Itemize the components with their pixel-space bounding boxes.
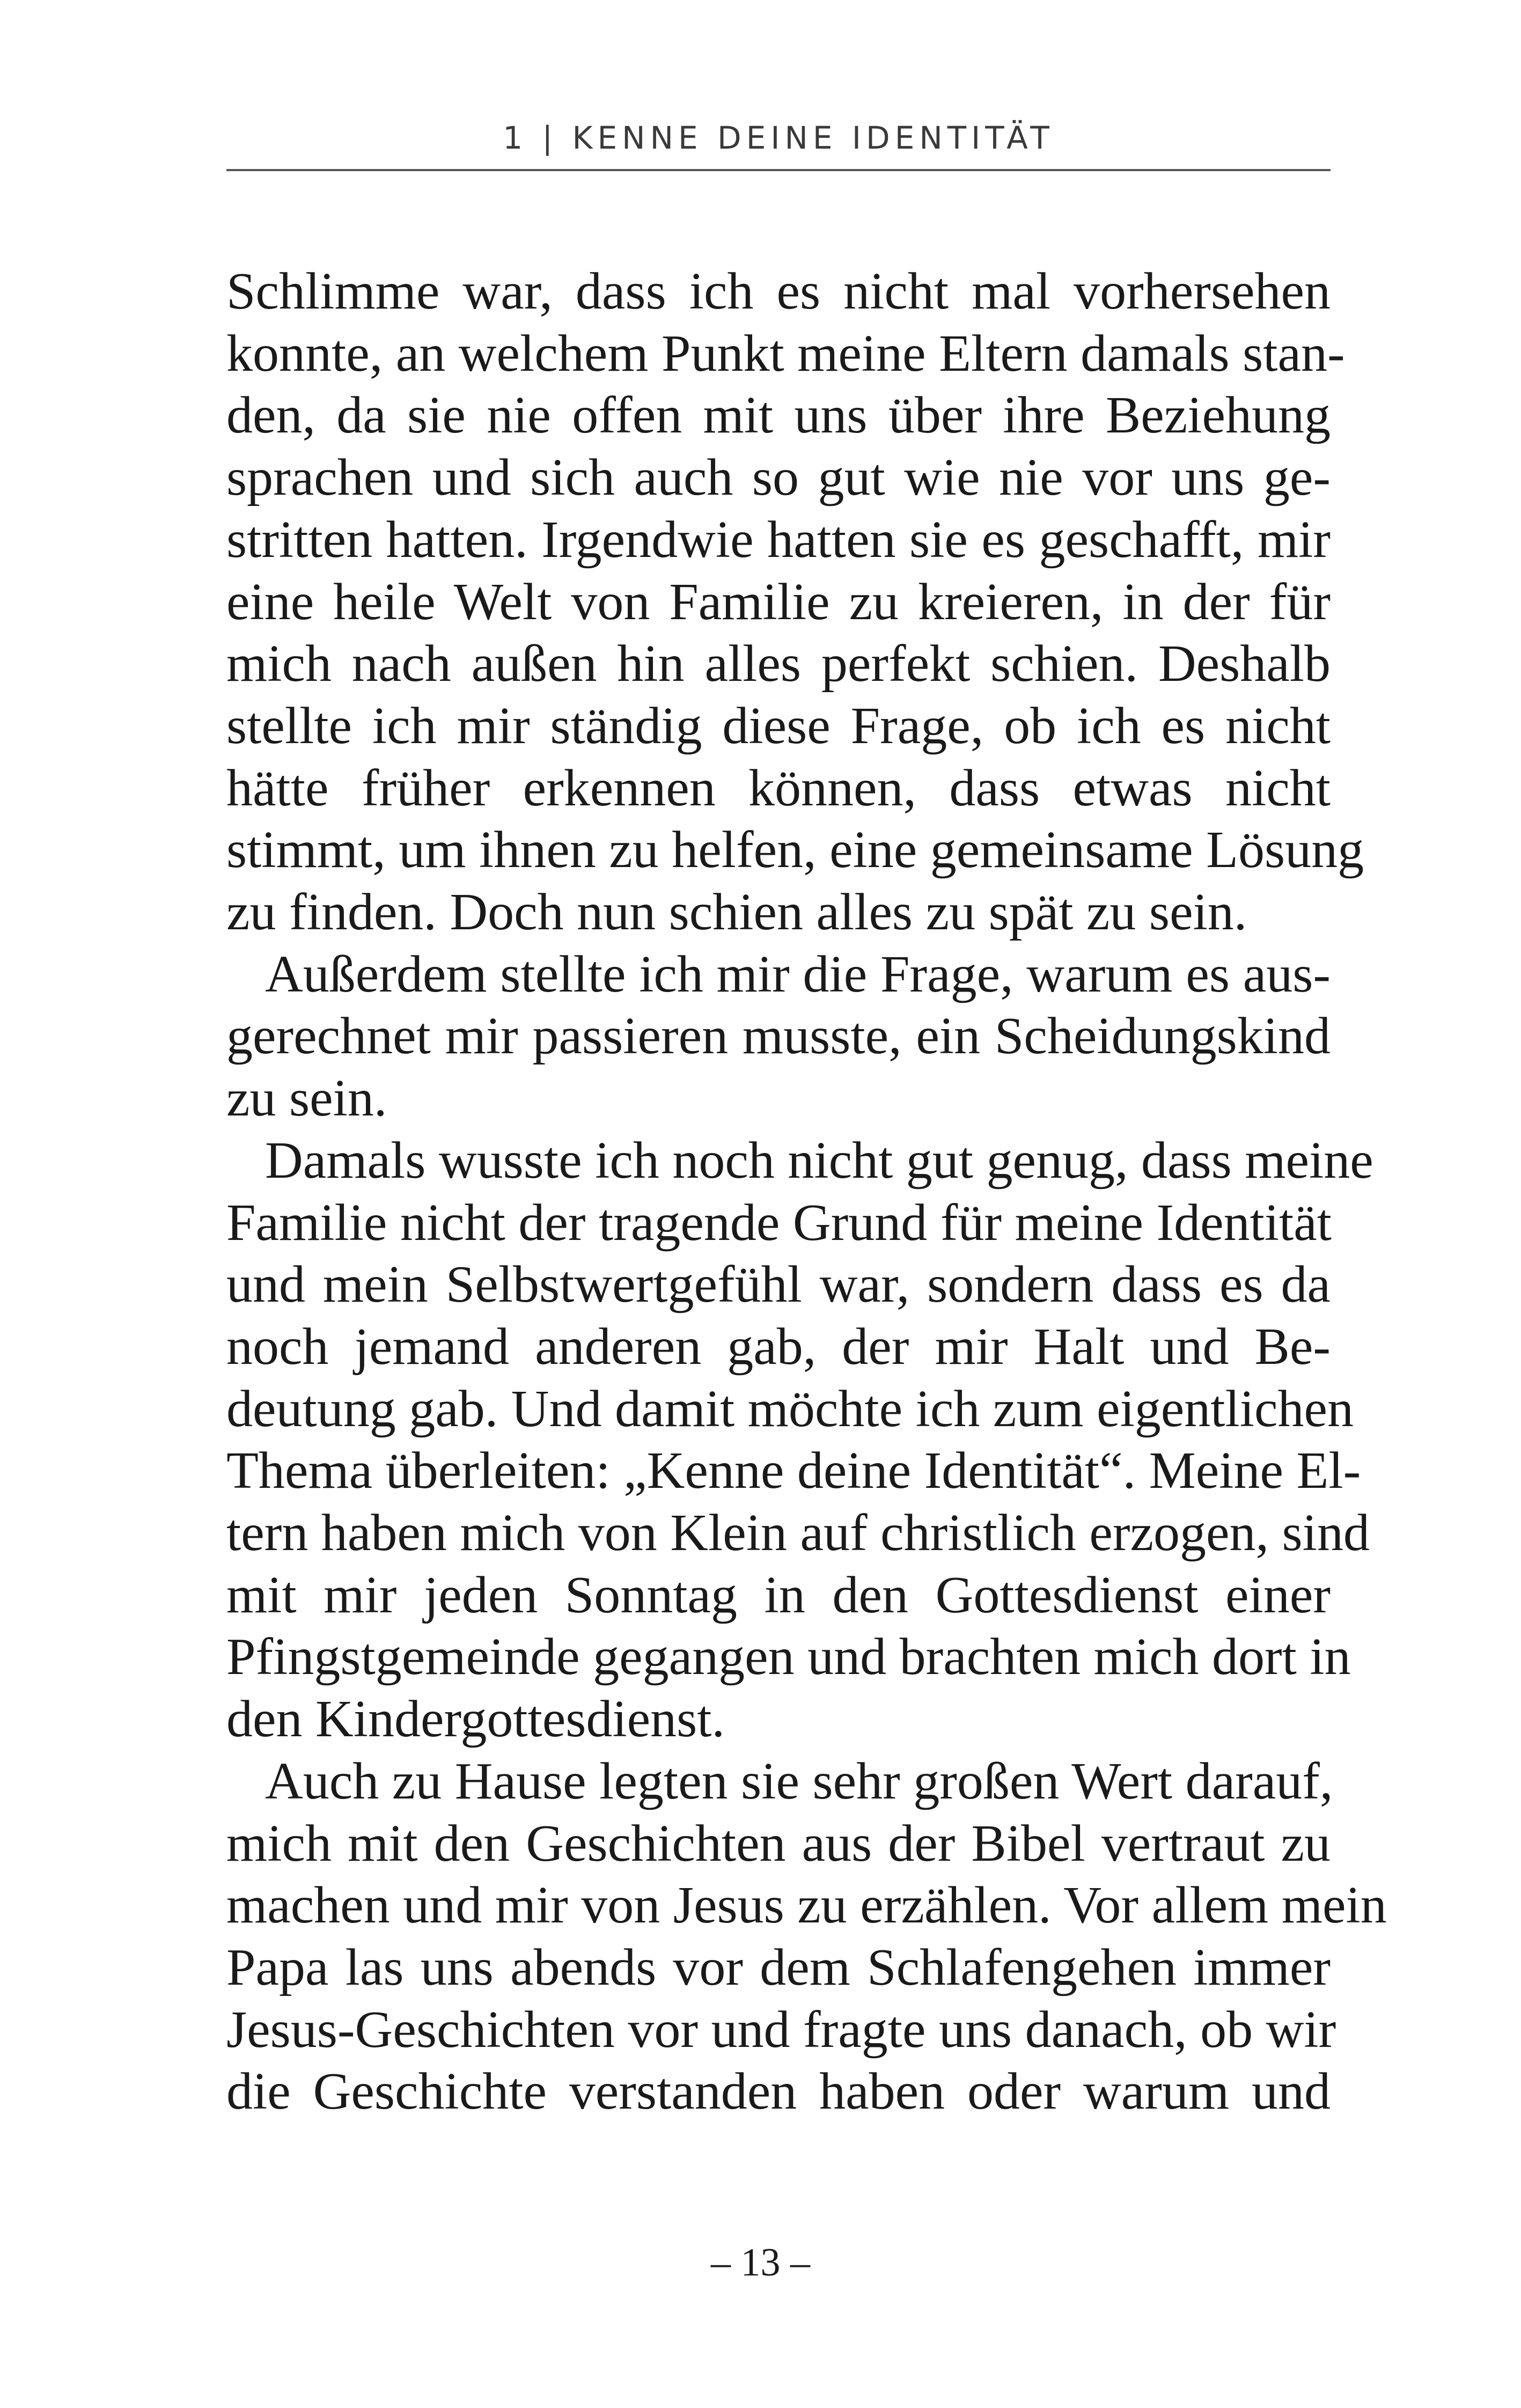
text-line: zu sein. <box>226 1069 387 1128</box>
text-line: konnte, an welchem Punkt meine Eltern damals stan- <box>226 324 1345 383</box>
text-line: stimmt, um ihnen zu helfen, eine gemeinsame Lösung <box>226 821 1364 879</box>
text-line: die Geschichte verstanden haben oder warum und <box>226 2062 1331 2121</box>
text-line: noch jemand anderen gab, der mir Halt und Be- <box>226 1317 1331 1376</box>
page-number: – 13 – <box>711 2241 810 2285</box>
text-line: Jesus-Geschichten vor und fragte uns danach, ob wir <box>226 2000 1336 2059</box>
text-line: gerechnet mir passieren musste, ein Scheidungskind <box>226 1007 1331 1066</box>
text-line: tern haben mich von Klein auf christlich erzogen, sind <box>226 1504 1370 1562</box>
text-line: deutung gab. Und damit möchte ich zum eigentlichen <box>226 1379 1354 1438</box>
text-line: Papa las uns abends vor dem Schlafengehen immer <box>226 1938 1331 1996</box>
text-line: eine heile Welt von Familie zu kreieren, in der für <box>226 572 1331 631</box>
text-line: zu finden. Doch nun schien alles zu spät zu sein. <box>226 883 1247 942</box>
text-line: mich nach außen hin alles perfekt schien. Deshalb <box>226 635 1331 693</box>
paragraph <box>226 1130 1373 1751</box>
text-line: Damals wusste ich noch nicht gut genug, dass meine <box>265 1131 1373 1190</box>
paragraph <box>226 1751 1387 2123</box>
text-line: sprachen und sich auch so gut wie nie vor uns ge- <box>226 449 1331 507</box>
text-line: den, da sie nie offen mit uns über ihre Beziehung <box>226 386 1331 445</box>
header-rule <box>226 169 1331 171</box>
text-line: machen und mir von Jesus zu erzählen. Vor allem mein <box>226 1876 1387 1935</box>
text-line: Auch zu Hause legten sie sehr großen Wert darauf, <box>265 1752 1333 1810</box>
text-line: Schlimme war, dass ich es nicht mal vorhersehen <box>226 262 1331 320</box>
text-line: Thema überleiten: „Kenne deine Identität“. Meine El- <box>226 1442 1361 1500</box>
text-line: mit mir jeden Sonntag in den Gottesdienst einer <box>226 1566 1331 1624</box>
paragraph <box>226 261 1364 944</box>
text-line: Pfingstgemeinde gegangen und brachten mich dort in <box>226 1628 1351 1686</box>
text-line: hätte früher erkennen können, dass etwas nicht <box>226 759 1331 817</box>
paragraph <box>226 944 1331 1130</box>
running-header: 1 | KENNE DEINE IDENTITÄT <box>503 120 1054 156</box>
text-line: Familie nicht der tragende Grund für meine Identität <box>226 1193 1332 1252</box>
text-line: und mein Selbstwertgefühl war, sondern dass es da <box>226 1256 1331 1314</box>
text-line: stritten hatten. Irgendwie hatten sie es geschafft, mir <box>226 510 1331 569</box>
text-line: den Kindergottesdienst. <box>226 1690 725 1749</box>
text-line: stellte ich mir ständig diese Frage, ob ich es nicht <box>226 696 1331 755</box>
text-line: mich mit den Geschichten aus der Bibel vertraut zu <box>226 1814 1331 1873</box>
text-line: Außerdem stellte ich mir die Frage, warum es aus- <box>265 945 1331 1003</box>
body-text <box>226 261 1387 2123</box>
